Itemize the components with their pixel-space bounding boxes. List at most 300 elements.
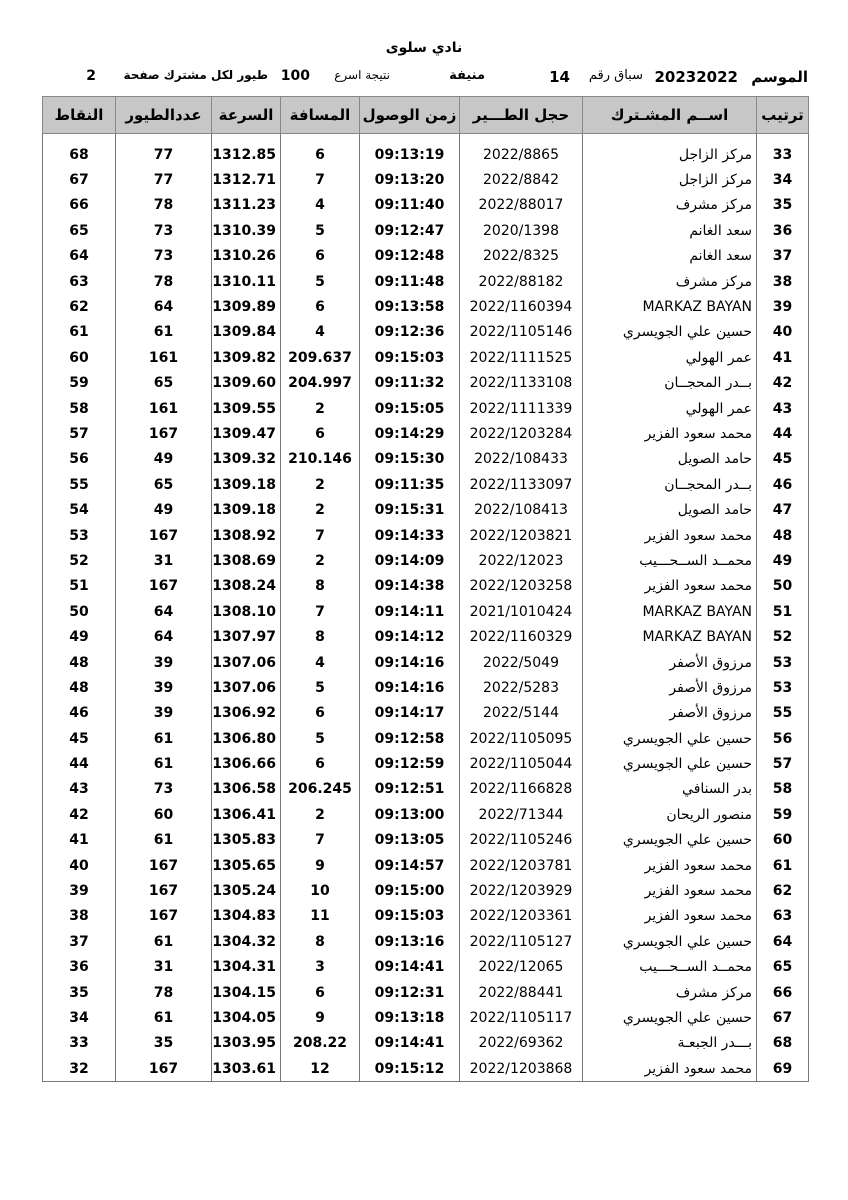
cell-distance: 209.637 — [281, 345, 360, 370]
cell-points: 49 — [43, 624, 116, 649]
cell-time: 09:14:09 — [360, 548, 460, 573]
table-row — [43, 244, 809, 269]
cell-points: 39 — [43, 878, 116, 903]
cell-points: 44 — [43, 751, 116, 776]
cell-birds: 31 — [116, 955, 212, 980]
col-header-ring: حجل الطـــير — [460, 97, 583, 134]
cell-birds: 60 — [116, 802, 212, 827]
cell-name: MARKAZ BAYAN — [583, 624, 757, 649]
cell-distance: 2 — [281, 548, 360, 573]
table-row — [43, 675, 809, 700]
cell-speed: 1306.92 — [212, 701, 281, 726]
cell-speed: 1307.06 — [212, 650, 281, 675]
cell-distance: 204.997 — [281, 371, 360, 396]
table-row — [43, 218, 809, 243]
cell-time: 09:14:57 — [360, 853, 460, 878]
col-header-time: زمن الوصول — [360, 97, 460, 134]
location: منيفة — [449, 68, 485, 83]
table-row — [43, 1005, 809, 1030]
cell-rank: 49 — [757, 548, 809, 573]
table-row — [43, 345, 809, 370]
cell-rank: 65 — [757, 955, 809, 980]
cell-time: 09:11:48 — [360, 269, 460, 294]
col-header-birds: عددالطيور — [116, 97, 212, 134]
cell-name: محمد سعود الفزير — [583, 1056, 757, 1082]
cell-time: 09:12:36 — [360, 320, 460, 345]
cell-speed: 1310.26 — [212, 244, 281, 269]
cell-speed: 1306.80 — [212, 726, 281, 751]
table-row — [43, 751, 809, 776]
cell-distance: 10 — [281, 878, 360, 903]
cell-speed: 1306.58 — [212, 777, 281, 802]
cell-birds: 61 — [116, 751, 212, 776]
cell-time: 09:15:12 — [360, 1056, 460, 1082]
cell-distance: 6 — [281, 701, 360, 726]
table-row — [43, 701, 809, 726]
cell-time: 09:13:18 — [360, 1005, 460, 1030]
cell-ring: 2022/1160329 — [460, 624, 583, 649]
cell-time: 09:15:05 — [360, 396, 460, 421]
cell-birds: 61 — [116, 929, 212, 954]
cell-time: 09:13:58 — [360, 294, 460, 319]
result-label: نتيجة اسرع — [334, 68, 390, 82]
cell-name: حسين علي الجويسري — [583, 726, 757, 751]
cell-name: مرزوق الأصفر — [583, 675, 757, 700]
cell-points: 58 — [43, 396, 116, 421]
table-row — [43, 955, 809, 980]
cell-name: محمد سعود الفزير — [583, 574, 757, 599]
cell-ring: 2022/108413 — [460, 497, 583, 522]
cell-distance: 12 — [281, 1056, 360, 1082]
cell-speed: 1310.39 — [212, 218, 281, 243]
table-row — [43, 904, 809, 929]
cell-ring: 2022/108433 — [460, 447, 583, 472]
cell-points: 51 — [43, 574, 116, 599]
cell-ring: 2022/88017 — [460, 193, 583, 218]
cell-speed: 1307.97 — [212, 624, 281, 649]
table-row — [43, 548, 809, 573]
cell-rank: 53 — [757, 650, 809, 675]
cell-rank: 59 — [757, 802, 809, 827]
cell-rank: 64 — [757, 929, 809, 954]
cell-distance: 6 — [281, 142, 360, 167]
cell-name: حسين علي الجويسري — [583, 751, 757, 776]
table-row — [43, 624, 809, 649]
cell-rank: 57 — [757, 751, 809, 776]
cell-points: 63 — [43, 269, 116, 294]
cell-time: 09:12:58 — [360, 726, 460, 751]
cell-points: 67 — [43, 167, 116, 192]
cell-points: 36 — [43, 955, 116, 980]
cell-distance: 7 — [281, 523, 360, 548]
cell-time: 09:14:41 — [360, 955, 460, 980]
cell-rank: 61 — [757, 853, 809, 878]
cell-points: 66 — [43, 193, 116, 218]
table-row — [43, 574, 809, 599]
cell-time: 09:14:16 — [360, 650, 460, 675]
cell-speed: 1306.41 — [212, 802, 281, 827]
table-row — [43, 269, 809, 294]
cell-time: 09:13:16 — [360, 929, 460, 954]
cell-distance: 208.22 — [281, 1031, 360, 1056]
cell-birds: 73 — [116, 244, 212, 269]
table-row — [43, 371, 809, 396]
table-row — [43, 980, 809, 1005]
table-row — [43, 167, 809, 192]
table-row — [43, 777, 809, 802]
cell-ring: 2022/8842 — [460, 167, 583, 192]
cell-points: 37 — [43, 929, 116, 954]
cell-distance: 5 — [281, 675, 360, 700]
cell-time: 09:14:16 — [360, 675, 460, 700]
cell-birds: 167 — [116, 574, 212, 599]
cell-points: 35 — [43, 980, 116, 1005]
cell-ring: 2022/12023 — [460, 548, 583, 573]
cell-name: مرزوق الأصفر — [583, 650, 757, 675]
cell-ring: 2022/1203821 — [460, 523, 583, 548]
cell-rank: 38 — [757, 269, 809, 294]
cell-speed: 1307.06 — [212, 675, 281, 700]
race-label: سباق رقم — [588, 68, 643, 83]
table-row — [43, 142, 809, 167]
cell-speed: 1309.55 — [212, 396, 281, 421]
cell-time: 09:14:41 — [360, 1031, 460, 1056]
cell-birds: 167 — [116, 421, 212, 446]
cell-time: 09:15:31 — [360, 497, 460, 522]
cell-rank: 40 — [757, 320, 809, 345]
cell-speed: 1304.15 — [212, 980, 281, 1005]
cell-time: 09:15:00 — [360, 878, 460, 903]
cell-birds: 61 — [116, 726, 212, 751]
cell-birds: 167 — [116, 904, 212, 929]
cell-speed: 1308.92 — [212, 523, 281, 548]
cell-rank: 63 — [757, 904, 809, 929]
cell-speed: 1304.05 — [212, 1005, 281, 1030]
cell-rank: 41 — [757, 345, 809, 370]
cell-distance: 6 — [281, 294, 360, 319]
cell-distance: 2 — [281, 472, 360, 497]
cell-speed: 1309.82 — [212, 345, 281, 370]
cell-rank: 58 — [757, 777, 809, 802]
table-spacer — [43, 134, 809, 143]
cell-speed: 1309.47 — [212, 421, 281, 446]
cell-time: 09:12:31 — [360, 980, 460, 1005]
cell-speed: 1304.83 — [212, 904, 281, 929]
cell-time: 09:12:48 — [360, 244, 460, 269]
cell-speed: 1303.61 — [212, 1056, 281, 1082]
cell-birds: 78 — [116, 980, 212, 1005]
cell-distance: 210.146 — [281, 447, 360, 472]
cell-birds: 35 — [116, 1031, 212, 1056]
cell-ring: 2022/69362 — [460, 1031, 583, 1056]
cell-ring: 2022/1133108 — [460, 371, 583, 396]
cell-ring: 2022/1105044 — [460, 751, 583, 776]
cell-speed: 1310.11 — [212, 269, 281, 294]
cell-speed: 1309.32 — [212, 447, 281, 472]
cell-rank: 42 — [757, 371, 809, 396]
cell-time: 09:14:17 — [360, 701, 460, 726]
cell-time: 09:12:47 — [360, 218, 460, 243]
cell-points: 60 — [43, 345, 116, 370]
cell-name: بــدر المحجــان — [583, 371, 757, 396]
club-name: نادي سلوى — [385, 40, 463, 56]
page-number: 2 — [86, 68, 96, 84]
cell-speed: 1312.71 — [212, 167, 281, 192]
cell-speed: 1308.24 — [212, 574, 281, 599]
cell-name: محمد سعود الفزير — [583, 904, 757, 929]
cell-ring: 2022/8865 — [460, 142, 583, 167]
cell-distance: 5 — [281, 218, 360, 243]
cell-ring: 2022/1111339 — [460, 396, 583, 421]
table-row — [43, 878, 809, 903]
cell-time: 09:13:00 — [360, 802, 460, 827]
cell-distance: 9 — [281, 1005, 360, 1030]
cell-ring: 2022/71344 — [460, 802, 583, 827]
cell-points: 41 — [43, 828, 116, 853]
col-header-distance: المسافة — [281, 97, 360, 134]
cell-time: 09:11:40 — [360, 193, 460, 218]
cell-ring: 2022/1166828 — [460, 777, 583, 802]
cell-name: حامد الصويل — [583, 497, 757, 522]
table-header-row — [43, 97, 809, 134]
cell-rank: 66 — [757, 980, 809, 1005]
cell-distance: 11 — [281, 904, 360, 929]
cell-points: 54 — [43, 497, 116, 522]
cell-rank: 62 — [757, 878, 809, 903]
cell-time: 09:14:11 — [360, 599, 460, 624]
table-row — [43, 294, 809, 319]
cell-name: حسين علي الجويسري — [583, 929, 757, 954]
cell-rank: 51 — [757, 599, 809, 624]
cell-points: 59 — [43, 371, 116, 396]
cell-points: 45 — [43, 726, 116, 751]
cell-speed: 1312.85 — [212, 142, 281, 167]
table-row — [43, 929, 809, 954]
cell-name: عمر الهولي — [583, 345, 757, 370]
table-row — [43, 726, 809, 751]
cell-rank: 35 — [757, 193, 809, 218]
cell-name: MARKAZ BAYAN — [583, 599, 757, 624]
table-row — [43, 472, 809, 497]
cell-speed: 1309.84 — [212, 320, 281, 345]
cell-birds: 161 — [116, 396, 212, 421]
cell-name: بـــدر الجبعـة — [583, 1031, 757, 1056]
cell-speed: 1309.18 — [212, 497, 281, 522]
cell-points: 33 — [43, 1031, 116, 1056]
cell-ring: 2022/1105117 — [460, 1005, 583, 1030]
table-row — [43, 1031, 809, 1056]
cell-name: محمد سعود الفزير — [583, 853, 757, 878]
cell-rank: 67 — [757, 1005, 809, 1030]
col-header-points: النقاط — [43, 97, 116, 134]
cell-time: 09:15:30 — [360, 447, 460, 472]
cell-ring: 2022/1160394 — [460, 294, 583, 319]
cell-points: 62 — [43, 294, 116, 319]
cell-distance: 6 — [281, 751, 360, 776]
cell-name: مركز الزاجل — [583, 142, 757, 167]
cell-birds: 167 — [116, 1056, 212, 1082]
cell-distance: 2 — [281, 396, 360, 421]
cell-speed: 1305.65 — [212, 853, 281, 878]
cell-birds: 73 — [116, 777, 212, 802]
cell-birds: 64 — [116, 599, 212, 624]
table-row — [43, 599, 809, 624]
cell-time: 09:14:33 — [360, 523, 460, 548]
cell-ring: 2022/1203284 — [460, 421, 583, 446]
table-row — [43, 853, 809, 878]
cell-rank: 56 — [757, 726, 809, 751]
table-row — [43, 650, 809, 675]
cell-ring: 2022/1105127 — [460, 929, 583, 954]
cell-ring: 2022/88441 — [460, 980, 583, 1005]
cell-time: 09:14:12 — [360, 624, 460, 649]
cell-points: 46 — [43, 701, 116, 726]
cell-birds: 61 — [116, 828, 212, 853]
cell-birds: 161 — [116, 345, 212, 370]
cell-points: 65 — [43, 218, 116, 243]
cell-rank: 33 — [757, 142, 809, 167]
col-header-rank: ترتيب — [757, 97, 809, 134]
cell-birds: 167 — [116, 523, 212, 548]
cell-birds: 167 — [116, 878, 212, 903]
cell-points: 53 — [43, 523, 116, 548]
cell-birds: 167 — [116, 853, 212, 878]
cell-points: 40 — [43, 853, 116, 878]
race-number: 14 — [549, 68, 570, 86]
cell-name: مرزوق الأصفر — [583, 701, 757, 726]
cell-points: 61 — [43, 320, 116, 345]
table-row — [43, 523, 809, 548]
cell-birds: 77 — [116, 167, 212, 192]
cell-name: سعد الغانم — [583, 218, 757, 243]
cell-rank: 47 — [757, 497, 809, 522]
cell-rank: 36 — [757, 218, 809, 243]
cell-speed: 1303.95 — [212, 1031, 281, 1056]
cell-name: حسين علي الجويسري — [583, 320, 757, 345]
cell-name: بــدر المحجــان — [583, 472, 757, 497]
cell-name: مركز مشرف — [583, 193, 757, 218]
cell-rank: 34 — [757, 167, 809, 192]
cell-rank: 60 — [757, 828, 809, 853]
cell-distance: 7 — [281, 599, 360, 624]
cell-time: 09:13:05 — [360, 828, 460, 853]
table-row — [43, 421, 809, 446]
cell-ring: 2022/1203868 — [460, 1056, 583, 1082]
cell-name: عمر الهولي — [583, 396, 757, 421]
cell-ring: 2022/1111525 — [460, 345, 583, 370]
cell-distance: 8 — [281, 929, 360, 954]
cell-name: منصور الريحان — [583, 802, 757, 827]
table-row — [43, 193, 809, 218]
table-row — [43, 396, 809, 421]
cell-rank: 52 — [757, 624, 809, 649]
cell-speed: 1311.23 — [212, 193, 281, 218]
table-row — [43, 497, 809, 522]
table-row — [43, 828, 809, 853]
cell-time: 09:14:29 — [360, 421, 460, 446]
cell-points: 48 — [43, 675, 116, 700]
cell-birds: 31 — [116, 548, 212, 573]
cell-distance: 7 — [281, 167, 360, 192]
cell-time: 09:15:03 — [360, 904, 460, 929]
birds-per-label: طيور لكل مشترك صفحة — [123, 68, 268, 82]
cell-ring: 2022/1105146 — [460, 320, 583, 345]
cell-name: حسين علي الجويسري — [583, 828, 757, 853]
cell-ring: 2022/8325 — [460, 244, 583, 269]
cell-rank: 53 — [757, 675, 809, 700]
cell-points: 48 — [43, 650, 116, 675]
table-row — [43, 1056, 809, 1082]
cell-time: 09:13:19 — [360, 142, 460, 167]
cell-distance: 5 — [281, 726, 360, 751]
cell-distance: 6 — [281, 244, 360, 269]
cell-ring: 2022/1203258 — [460, 574, 583, 599]
cell-ring: 2022/88182 — [460, 269, 583, 294]
cell-rank: 45 — [757, 447, 809, 472]
cell-name: مركز مشرف — [583, 980, 757, 1005]
cell-ring: 2022/1203361 — [460, 904, 583, 929]
cell-ring: 2022/5283 — [460, 675, 583, 700]
cell-name: بدر السنافي — [583, 777, 757, 802]
cell-rank: 46 — [757, 472, 809, 497]
cell-distance: 206.245 — [281, 777, 360, 802]
cell-points: 52 — [43, 548, 116, 573]
cell-time: 09:11:32 — [360, 371, 460, 396]
cell-name: محمد سعود الفزير — [583, 421, 757, 446]
cell-time: 09:11:35 — [360, 472, 460, 497]
cell-time: 09:12:59 — [360, 751, 460, 776]
cell-points: 68 — [43, 142, 116, 167]
cell-birds: 65 — [116, 371, 212, 396]
season-value: 20232022 — [654, 68, 738, 86]
cell-ring: 2022/12065 — [460, 955, 583, 980]
cell-speed: 1308.10 — [212, 599, 281, 624]
cell-time: 09:14:38 — [360, 574, 460, 599]
cell-distance: 7 — [281, 828, 360, 853]
cell-ring: 2022/1203781 — [460, 853, 583, 878]
cell-rank: 50 — [757, 574, 809, 599]
cell-rank: 48 — [757, 523, 809, 548]
results-table — [42, 96, 809, 1082]
cell-points: 32 — [43, 1056, 116, 1082]
cell-points: 50 — [43, 599, 116, 624]
cell-distance: 6 — [281, 980, 360, 1005]
cell-birds: 64 — [116, 294, 212, 319]
cell-birds: 39 — [116, 675, 212, 700]
cell-time: 09:15:03 — [360, 345, 460, 370]
cell-ring: 2020/1398 — [460, 218, 583, 243]
cell-name: محمد سعود الفزير — [583, 523, 757, 548]
cell-points: 42 — [43, 802, 116, 827]
cell-speed: 1309.89 — [212, 294, 281, 319]
cell-birds: 49 — [116, 447, 212, 472]
cell-points: 43 — [43, 777, 116, 802]
cell-ring: 2022/1105246 — [460, 828, 583, 853]
cell-distance: 8 — [281, 624, 360, 649]
cell-points: 56 — [43, 447, 116, 472]
cell-name: محمد سعود الفزير — [583, 878, 757, 903]
cell-points: 64 — [43, 244, 116, 269]
cell-points: 38 — [43, 904, 116, 929]
cell-ring: 2022/1133097 — [460, 472, 583, 497]
cell-birds: 78 — [116, 193, 212, 218]
cell-distance: 5 — [281, 269, 360, 294]
cell-distance: 9 — [281, 853, 360, 878]
cell-birds: 61 — [116, 320, 212, 345]
cell-distance: 4 — [281, 650, 360, 675]
cell-distance: 6 — [281, 421, 360, 446]
cell-birds: 77 — [116, 142, 212, 167]
